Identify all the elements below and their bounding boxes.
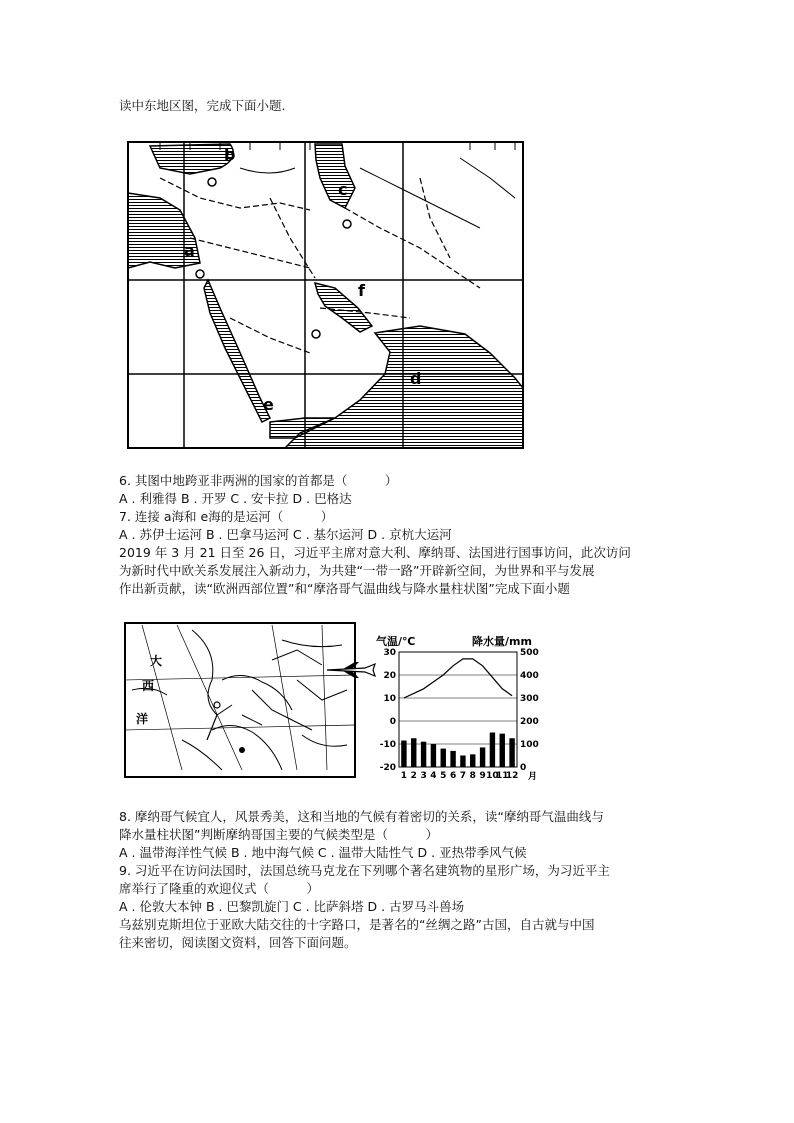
precip-tick-label: 500 — [520, 648, 539, 658]
precip-tick-label: 400 — [520, 671, 539, 681]
q8-stem-line-1: 8. 摩纳哥气候宜人，风景秀美，这和当地的气候有着密切的关系，读“摩纳哥气温曲线与 — [119, 809, 604, 824]
intro-text-1: 读中东地区图，完成下面小题. — [119, 98, 286, 113]
precip-bar — [500, 734, 505, 767]
temp-tick-label: 20 — [383, 671, 396, 681]
climate-chart — [372, 632, 544, 782]
temp-tick-label: 10 — [383, 694, 396, 704]
map-label-c: c — [338, 180, 348, 199]
month-label: 1 — [400, 771, 408, 781]
middle-east-map — [120, 138, 525, 453]
q6-options: A . 利雅得 B . 开罗 C . 安卡拉 D . 巴格达 — [119, 491, 352, 506]
month-label: 2 — [410, 771, 417, 781]
map2-label-xi: 西 — [142, 679, 155, 693]
intro-text-3-line-2: 往来密切，阅读图文资料，回答下面问题。 — [119, 935, 357, 950]
precip-bar — [401, 741, 406, 767]
western-europe-map — [122, 620, 358, 780]
intro-text-2-line-3: 作出新贡献，读“欧洲西部位置”和“摩洛哥气温曲线与降水量柱状图”完成下面小题 — [119, 581, 570, 596]
airplane-icon — [325, 660, 377, 680]
precip-tick-label: 100 — [520, 740, 539, 750]
precip-tick-label: 200 — [520, 717, 539, 727]
map-label-f: f — [358, 281, 365, 300]
map2-label-yang: 洋 — [136, 712, 149, 726]
chart-title-right: 降水量/mm — [472, 635, 532, 648]
temp-tick-label: -20 — [379, 763, 396, 773]
month-label: 11 — [495, 771, 509, 781]
chart-title-left: 气温/℃ — [376, 635, 416, 648]
q7-stem: 7. 连接 a海和 e海的是运河（ ） — [119, 509, 334, 524]
precip-bar — [490, 733, 495, 768]
month-label: 8 — [469, 771, 476, 781]
precip-bar — [450, 751, 455, 767]
temp-tick-label: 30 — [383, 648, 396, 658]
month-label: 4 — [430, 771, 437, 781]
month-label: 7 — [459, 771, 467, 781]
precip-bar — [480, 747, 485, 767]
intro-text-2-line-2: 为新时代中欧关系发展注入新动力，为共建“一带一路”开辟新空间，为世界和平与发展 — [119, 563, 595, 578]
month-label: 10 — [486, 771, 499, 781]
map-label-b: b — [224, 145, 236, 164]
month-label: 9 — [479, 771, 486, 781]
temp-tick-label: -10 — [379, 740, 396, 750]
precip-bar — [421, 742, 426, 767]
month-label: 5 — [440, 771, 447, 781]
precip-bar — [441, 749, 446, 767]
temp-tick-label: 0 — [389, 717, 396, 727]
precip-tick-label: 300 — [520, 694, 539, 704]
map-label-d: d — [410, 369, 422, 388]
map-label-e: e — [263, 395, 274, 414]
precip-bar — [411, 738, 416, 767]
precip-bar — [470, 754, 475, 767]
intro-text-3-line-1: 乌兹别克斯坦位于亚欧大陆交往的十字路口，是著名的“丝绸之路”古国，自古就与中国 — [119, 917, 595, 932]
q9-stem-line-1: 9. 习近平在访问法国时，法国总统马克龙在下列哪个著名建筑物的星形广场，为习近平主 — [119, 863, 610, 878]
precip-bar — [431, 744, 436, 767]
q6-stem: 6. 其图中地跨亚非两洲的国家的首都是（ ） — [119, 473, 398, 488]
month-label: 6 — [449, 771, 457, 781]
map2-label-da: 大 — [150, 654, 163, 668]
precip-bar — [509, 738, 514, 767]
q8-stem-line-2: 降水量柱状图”判断摩纳哥国主要的气候类型是（ ） — [119, 827, 438, 842]
q7-options: A . 苏伊士运河 B . 巴拿马运河 C . 基尔运河 D . 京杭大运河 — [119, 527, 452, 542]
precip-bar — [460, 756, 465, 768]
month-unit-label: 月 — [528, 772, 538, 782]
month-label: 3 — [420, 771, 427, 781]
precip-tick-label: 0 — [520, 763, 527, 773]
q8-options: A . 温带海洋性气候 B . 地中海气候 C . 温带大陆性气 D . 亚热带季风气候 — [119, 845, 527, 860]
q9-stem-line-2: 席举行了隆重的欢迎仪式（ ） — [119, 881, 320, 896]
intro-text-2-line-1: 2019 年 3 月 21 日至 26 日，习近平主席对意大利、摩纳哥、法国进行国事访问，此次访问 — [119, 545, 631, 560]
q9-options: A . 伦敦大本钟 B . 巴黎凯旋门 C . 比萨斜塔 D . 古罗马斗兽场 — [119, 899, 465, 914]
month-label: 12 — [505, 771, 519, 781]
map-label-a: a — [184, 241, 195, 260]
